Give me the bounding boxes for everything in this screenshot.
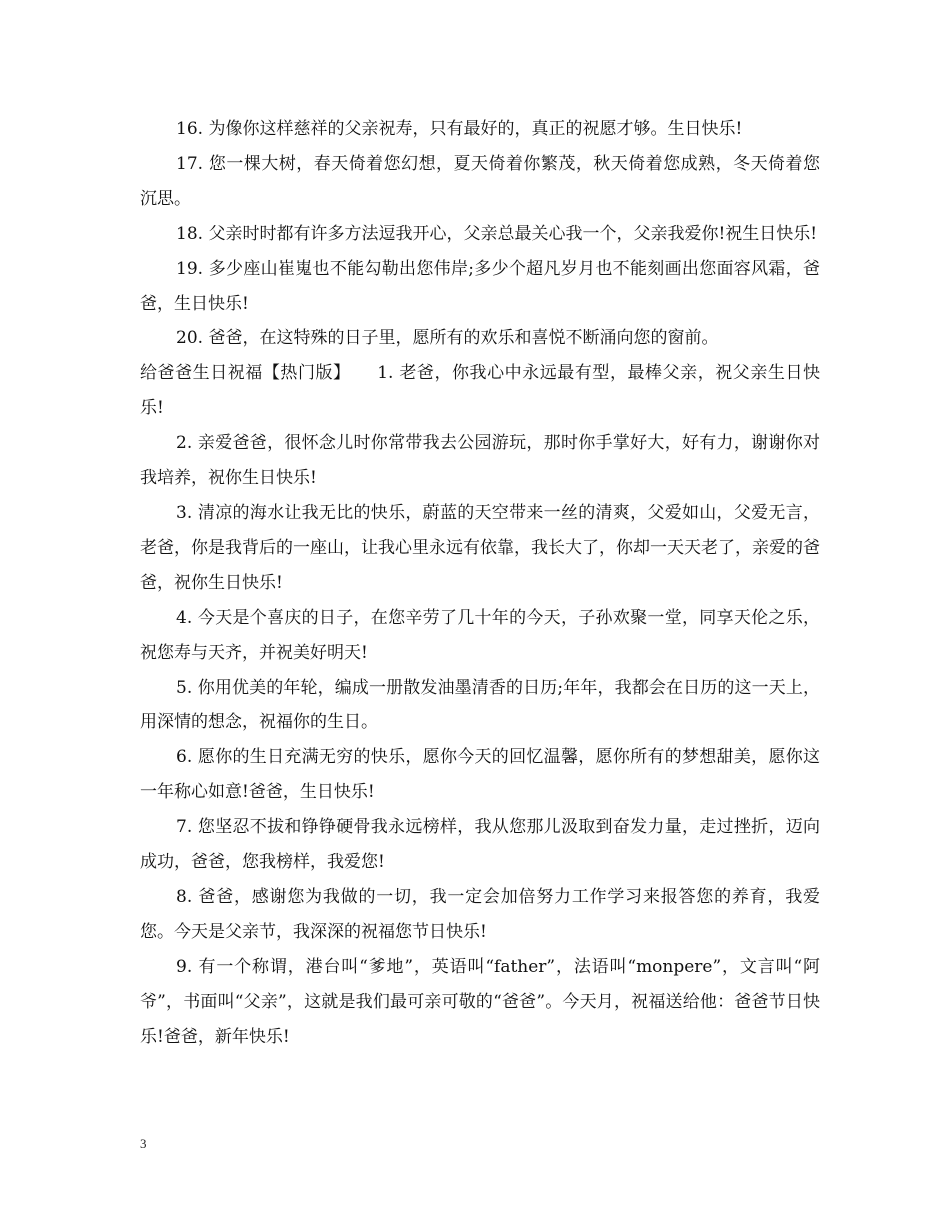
paragraph-20: 20. 爸爸，在这特殊的日子里，愿所有的欢乐和喜悦不断涌向您的窗前。 <box>176 328 719 349</box>
page-number: 3 <box>140 1136 147 1151</box>
paragraph-6: 6. 愿你的生日充满无穷的快乐，愿你今天的回忆温馨，愿你所有的梦想甜美，愿你这一年称心如意!爸爸，生日快乐! <box>140 747 820 803</box>
paragraph-8: 8. 爸爸，感谢您为我做的一切，我一定会加倍努力工作学习来报答您的养育，我爱您。今天是父亲节，我深深的祝福您节日快乐! <box>140 886 820 942</box>
paragraph-4: 4. 今天是个喜庆的日子，在您辛劳了几十年的今天，子孙欢聚一堂，同享天伦之乐，祝您寿与天齐，并祝美好明天! <box>140 607 820 663</box>
paragraph-17: 17. 您一棵大树，春天倚着您幻想，夏天倚着你繁茂，秋天倚着您成熟，冬天倚着您沉思。 <box>140 153 820 209</box>
paragraph-7: 7. 您坚忍不拔和铮铮硬骨我永远榜样，我从您那儿汲取到奋发力量，走过挫折，迈向成功，爸爸，您我榜样，我爱您! <box>140 817 820 873</box>
paragraph-16: 16. 为像你这样慈祥的父亲祝寿，只有最好的，真正的祝愿才够。生日快乐! <box>176 119 743 139</box>
paragraph-5: 5. 你用优美的年轮，编成一册散发油墨清香的日历;年年，我都会在日历的这一天上，用深情的想念，祝福你的生日。 <box>140 677 820 733</box>
paragraph-2: 2. 亲爱爸爸，很怀念儿时你常带我去公园游玩，那时你手掌好大，好有力，谢谢你对我培养，祝你生日快乐! <box>140 433 820 489</box>
paragraph-9: 9. 有一个称谓，港台叫“爹地”，英语叫“father”，法语叫“monpere”，文言叫“阿爷”，书面叫“父亲”，这就是我们最可亲可敬的“爸爸”。今天月，祝福送给他：爸爸节日快乐!爸爸，新年快乐! <box>140 956 820 1047</box>
document-body <box>140 112 820 1054</box>
paragraph-19: 19. 多少座山崔嵬也不能勾勒出您伟岸;多少个超凡岁月也不能刻画出您面容风霜，爸爸，生日快乐! <box>140 258 820 314</box>
section-heading-paragraph-1: 给爸爸生日祝福【热门版】 1. 老爸，你我心中永远最有型，最棒父亲，祝父亲生日快乐! <box>140 363 820 419</box>
paragraph-3: 3. 清凉的海水让我无比的快乐，蔚蓝的天空带来一丝的清爽，父爱如山，父爱无言，老爸，你是我背后的一座山，让我心里永远有依靠，我长大了，你却一天天老了，亲爱的爸爸，祝你生日快乐! <box>140 502 820 593</box>
paragraph-18: 18. 父亲时时都有许多方法逗我开心，父亲总最关心我一个，父亲我爱你!祝生日快乐! <box>176 223 818 244</box>
